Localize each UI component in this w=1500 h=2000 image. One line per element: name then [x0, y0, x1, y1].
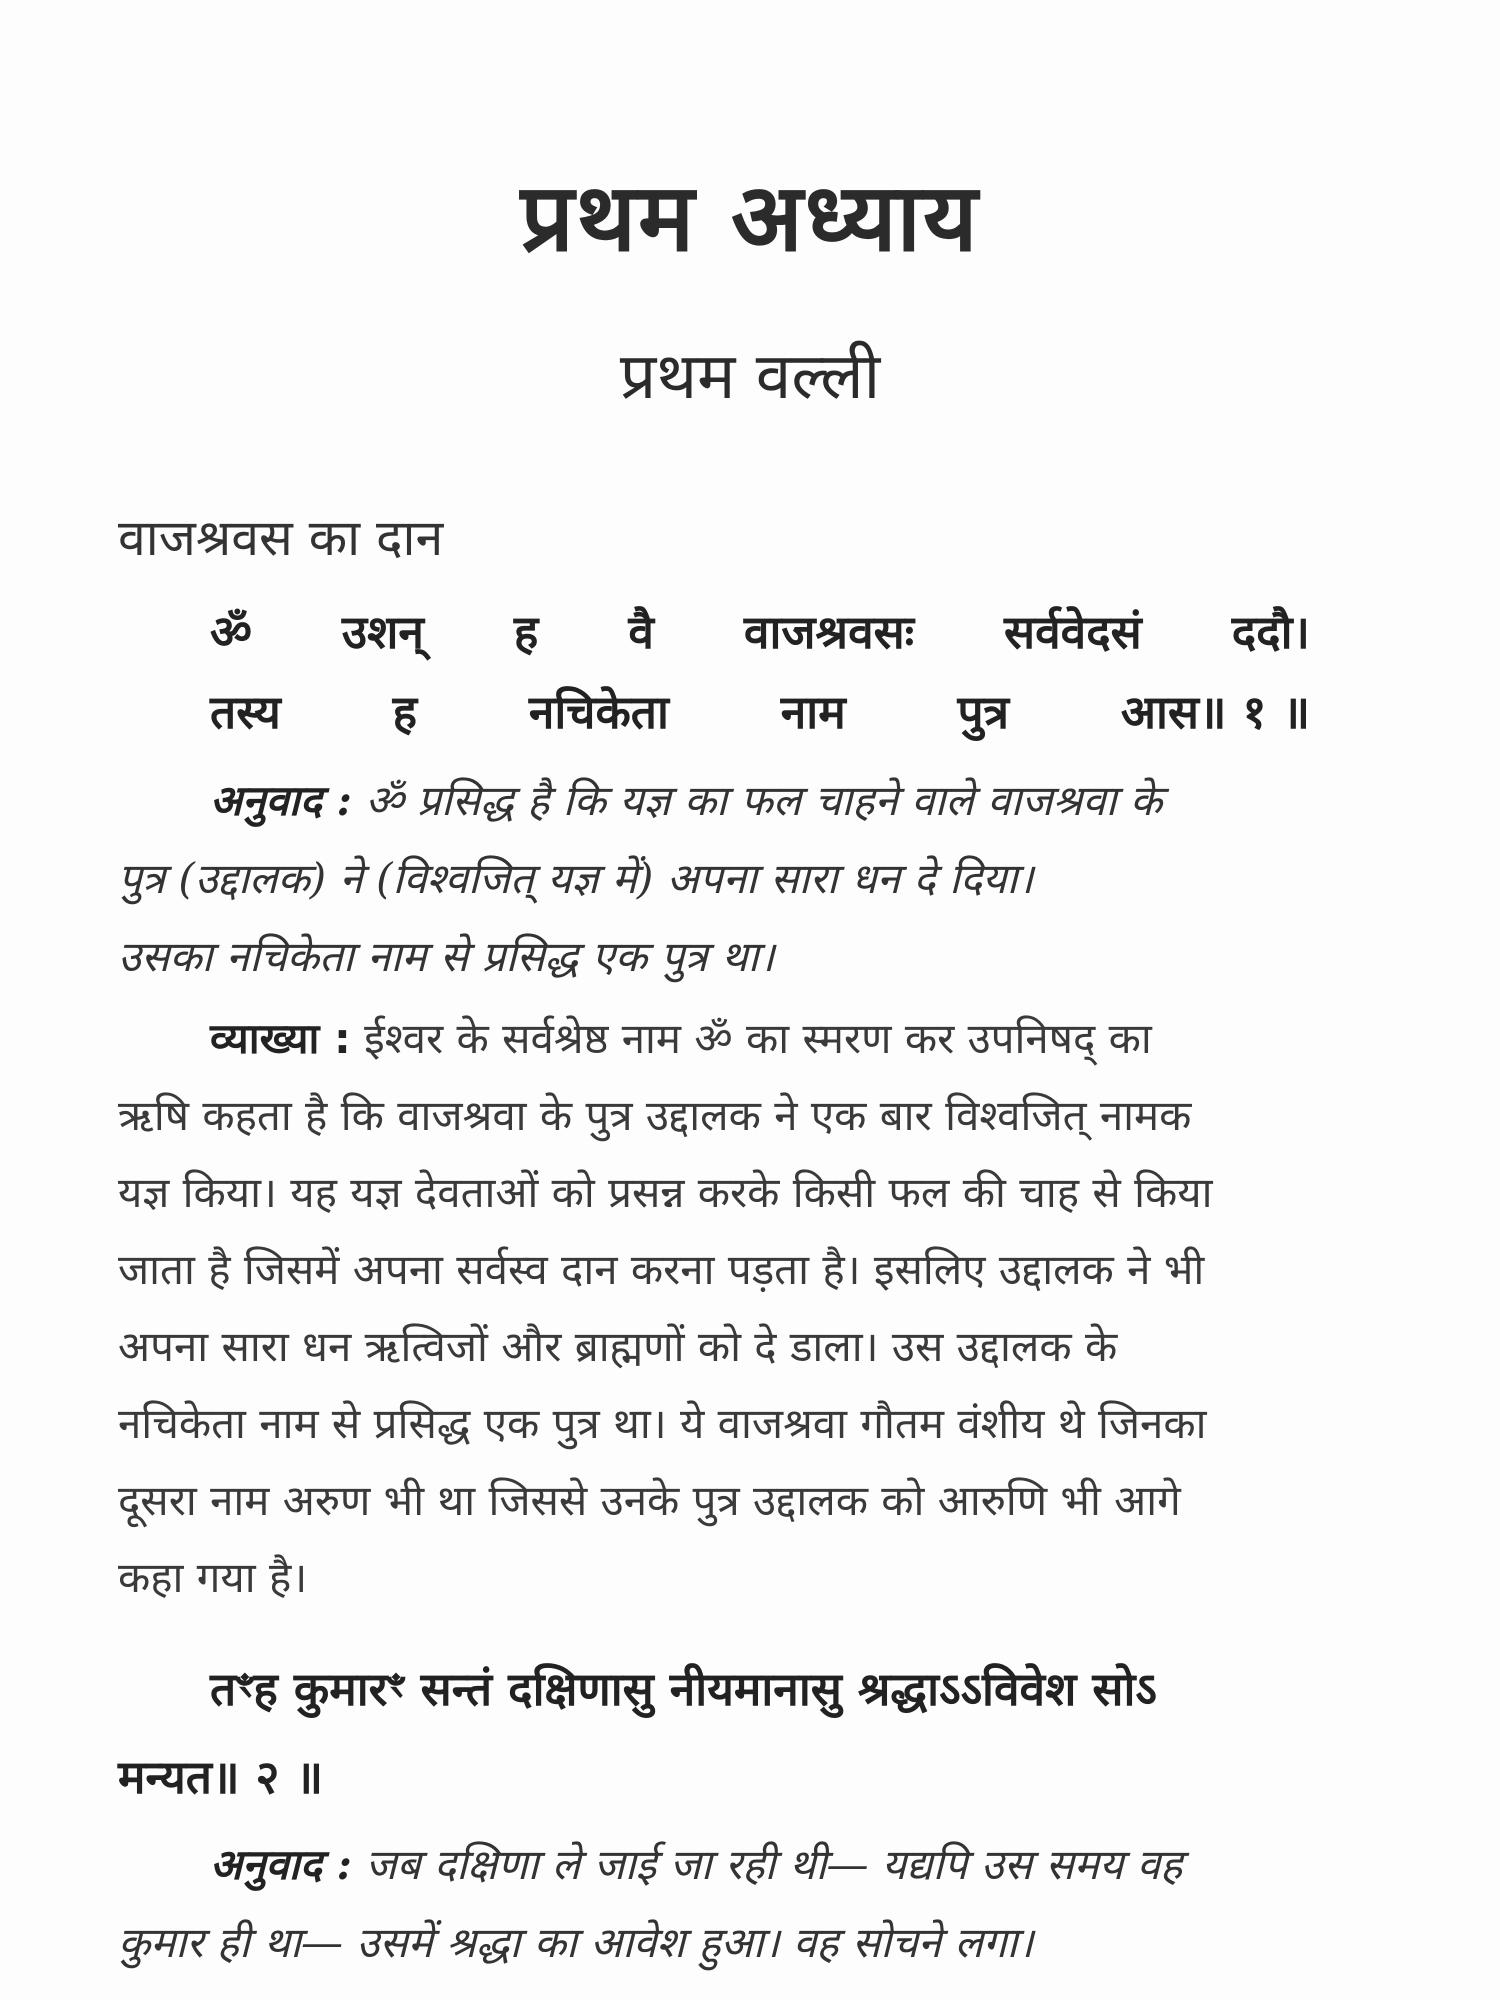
commentary-line: नचिकेता नाम से प्रसिद्ध एक पुत्र था। ये वाजश्रवा गौतम वंशीय थे जिनका — [118, 1399, 1207, 1448]
topic-heading: वाजश्रवस का दान — [118, 509, 444, 567]
translation-text: ॐ प्रसिद्ध है कि यज्ञ का फल चाहने वाले वाजश्रवा के — [352, 776, 1163, 825]
verse-1-line-1 — [210, 600, 1310, 662]
verse-word: पुत्र — [957, 685, 1010, 739]
verse-2-line-2: मन्यत॥ २ ॥ — [118, 1750, 324, 1804]
verse-1-line-2 — [210, 680, 1310, 742]
commentary-line — [118, 1000, 1418, 1077]
translation-label: अनुवाद : — [210, 1840, 353, 1889]
translation-line — [118, 762, 1418, 840]
commentary-text: ईश्वर के सर्वश्रेष्ठ नाम ॐ का स्मरण कर उपनिषद् का — [350, 1014, 1152, 1063]
verse-word: ह — [392, 685, 418, 739]
commentary-line: ऋषि कहता है कि वाजश्रवा के पुत्र उद्दालक ने एक बार विश्वजित् नामक — [118, 1091, 1192, 1140]
translation-2 — [118, 1826, 1418, 1982]
verse-word: सर्ववेदसं — [1004, 605, 1142, 659]
verse-word: नचिकेता — [528, 685, 669, 739]
verse-word: आस॥ १ ॥ — [1120, 685, 1310, 739]
verse-word: ह — [513, 605, 539, 659]
verse-word: उशन् — [341, 605, 424, 659]
commentary-line: जाता है जिसमें अपना सर्वस्व दान करना पड़ता है। इसलिए उद्दालक ने भी — [118, 1245, 1205, 1294]
verse-word: वै — [628, 605, 654, 659]
chapter-title: प्रथम अध्याय — [520, 164, 980, 273]
translation-line: उसका नचिकेता नाम से प्रसिद्ध एक पुत्र था। — [118, 932, 775, 981]
commentary-line: दूसरा नाम अरुण भी था जिससे उनके पुत्र उद्दालक को आरुणि भी आगे — [118, 1476, 1181, 1525]
commentary — [118, 1000, 1418, 1616]
section-title: प्रथम वल्ली — [619, 340, 881, 414]
verse-word: तस्य — [210, 685, 281, 739]
translation-1 — [118, 762, 1418, 996]
verse-word: वाजश्रवसः — [743, 605, 915, 659]
commentary-line: अपना सारा धन ऋत्विजों और ब्राह्मणों को दे डाला। उस उद्दालक के — [118, 1322, 1118, 1371]
translation-label: अनुवाद : — [210, 776, 353, 825]
commentary-label: व्याख्या : — [210, 1014, 351, 1063]
translation-text: जब दक्षिणा ले जाई जा रही थी— यद्यपि उस समय वह — [352, 1840, 1183, 1889]
commentary-line: कहा गया है। — [118, 1553, 308, 1602]
commentary-line: यज्ञ किया। यह यज्ञ देवताओं को प्रसन्न करके किसी फल की चाह से किया — [118, 1168, 1213, 1217]
verse-word: नाम — [780, 685, 846, 739]
verse-word: ददौ। — [1231, 605, 1310, 659]
verse-word: ॐ — [210, 605, 252, 659]
translation-line: कुमार ही था— उसमें श्रद्धा का आवेश हुआ। वह सोचने लगा। — [118, 1918, 1034, 1967]
translation-line: पुत्र (उद्दालक) ने (विश्वजित् यज्ञ में) अपना सारा धन दे दिया। — [118, 854, 1034, 903]
verse-2-line-1: तꣳह कुमारꣳ सन्तं दक्षिणासु नीयमानासु श्रद्धाऽऽविवेश सोऽ — [210, 1662, 1157, 1716]
translation-line — [118, 1826, 1418, 1904]
